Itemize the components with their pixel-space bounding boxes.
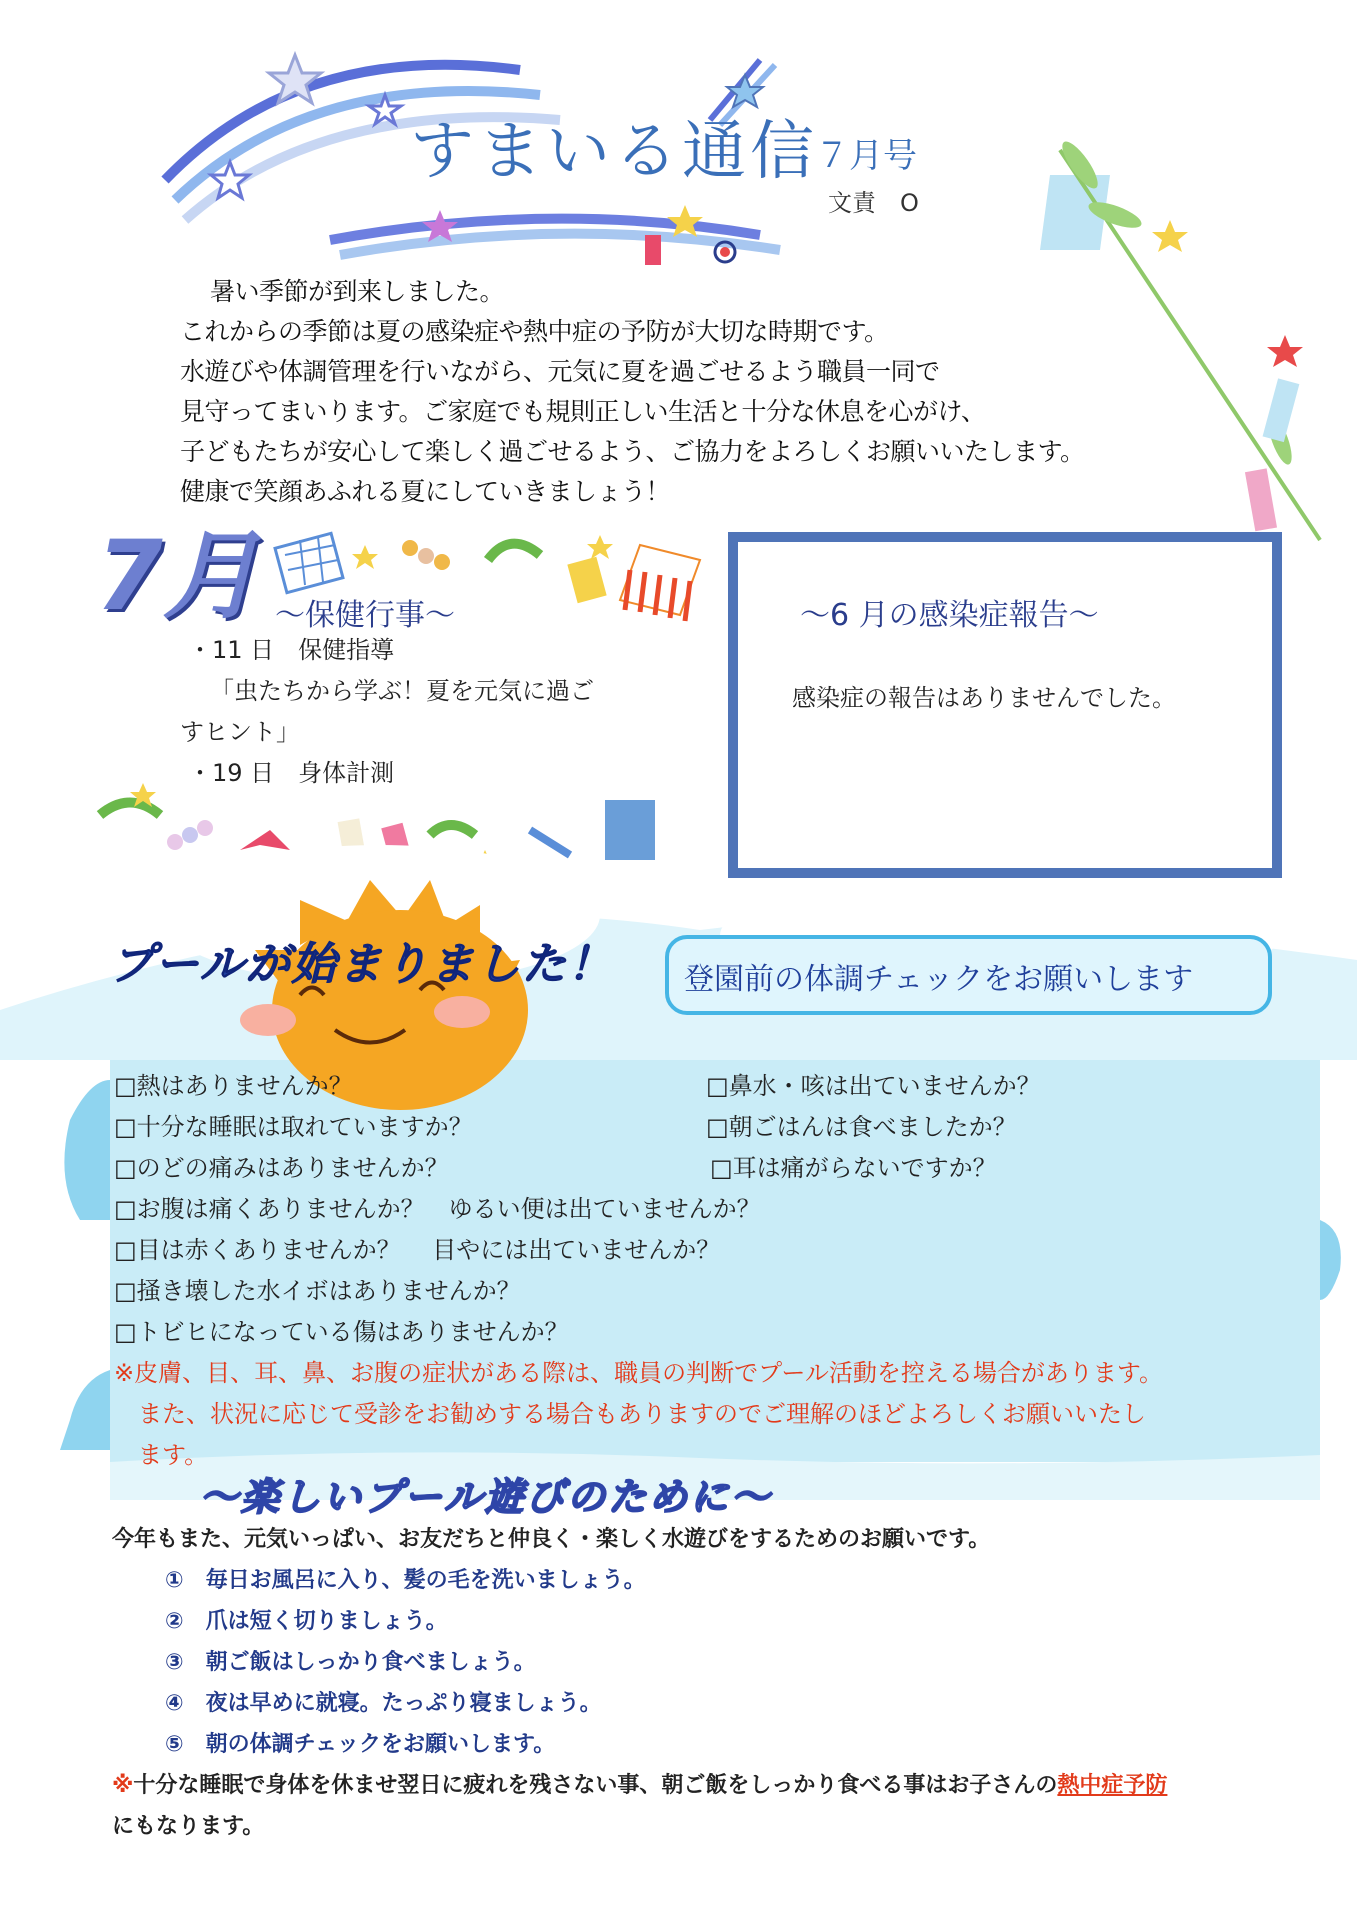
intro-line: 水遊びや体調管理を行いながら、元気に夏を過ごせるよう職員一同で — [180, 357, 940, 386]
pool-warning-line: また、状況に応じて受診をお勧めする場合もありますのでご理解のほどよろしくお願いいたし — [138, 1400, 1146, 1428]
intro-line: 健康で笑顔あふれる夏にしていきましょう！ — [180, 477, 671, 506]
checklist-item: □耳は痛がらないですか？ — [710, 1154, 997, 1182]
intro-line: 子どもたちが安心して楽しく過ごせるよう、ご協力をよろしくお願いいたします。 — [180, 437, 1085, 466]
leaf-decoration — [488, 544, 540, 560]
intro-line: 見守ってまいります。ご家庭でも規則正しい生活と十分な休息を心がけ、 — [180, 397, 986, 426]
list-item: ・19 日 身体計測 — [188, 759, 395, 787]
tanzaku-decoration — [645, 235, 661, 265]
check-title-text: 登園前の体調チェックをお願いします — [684, 962, 1194, 997]
fun-pool-heading: ～楽しいプール遊びのために～ — [200, 1475, 773, 1519]
request-item: ③ 朝ご飯はしっかり食べましょう。 — [165, 1650, 536, 1675]
checklist-item: □トビヒになっている傷はありませんか？ — [114, 1318, 569, 1346]
issue-label: ７月号 — [815, 136, 917, 176]
intro-line: 暑い季節が到来しました。 — [210, 277, 505, 306]
health-events-heading: ～保健行事～ — [275, 598, 455, 633]
request-item: ⑤ 朝の体調チェックをお願いします。 — [165, 1732, 556, 1757]
infection-report-text: 感染症の報告はありませんでした。 — [792, 684, 1176, 712]
checklist-item: □朝ごはんは食べましたか？ — [706, 1113, 1017, 1141]
list-item: ・11 日 保健指導 — [188, 636, 395, 664]
net-decoration — [275, 533, 343, 592]
health-events-list — [180, 630, 640, 794]
checklist-item: □鼻水・咳は出ていませんか？ — [706, 1072, 1041, 1100]
crane-decoration — [240, 830, 290, 850]
infection-report-heading: ～6 月の感染症報告～ — [800, 598, 1099, 633]
intro-line: これからの季節は夏の感染症や熱中症の予防が大切な時期です。 — [180, 317, 889, 346]
fun-pool-intro: 今年もまた、元気いっぱい、お友だちと仲良く・楽しく水遊びをするためのお願いです。 — [112, 1527, 991, 1552]
star-icon — [1152, 220, 1188, 252]
checklist-item: □お腹は痛くありませんか？ ゆるい便は出ていませんか？ — [114, 1195, 761, 1223]
checklist-item: □のどの痛みはありませんか？ — [114, 1154, 449, 1182]
request-item: ④ 夜は早めに就寝。たっぷり寝ましょう。 — [165, 1691, 602, 1716]
pool-warning-line: ます。 — [138, 1441, 209, 1469]
checklist-item: □熱はありませんか？ — [114, 1072, 353, 1100]
yukata-decoration — [605, 800, 655, 860]
list-item: すヒント」 — [180, 718, 300, 746]
star-icon — [667, 205, 703, 237]
heatstroke-highlight: 熱中症予防 — [1057, 1773, 1168, 1798]
note-text: 十分な睡眠で身体を休ませ翌日に疲れを残さない事、朝ご飯をしっかり食べる事はお子さんの — [133, 1773, 1058, 1798]
newsletter-title: すまいる通信 — [410, 115, 818, 189]
author-label: 文責 O — [828, 189, 919, 217]
request-item: ① 毎日お風呂に入り、髪の毛を洗いましょう。 — [165, 1568, 646, 1593]
note-mark: ※ — [112, 1773, 134, 1798]
pool-warning-line: ※皮膚、目、耳、鼻、お腹の症状がある際は、職員の判断でプール活動を控える場合があります。 — [114, 1359, 1163, 1387]
checklist-item: □目は赤くありませんか？ 目やには出ていませんか？ — [114, 1236, 721, 1264]
intro-paragraph — [180, 272, 1310, 512]
pool-heading: プールが始まりました！ — [110, 939, 614, 990]
footer-note — [112, 1768, 1167, 1799]
request-item: ② 爪は短く切りましょう。 — [165, 1609, 448, 1634]
checklist-item: □掻き壊した水イボはありませんか？ — [114, 1277, 521, 1305]
month-badge: 7月 — [96, 520, 259, 632]
list-item: 「虫たちから学ぶ！夏を元気に過ご — [210, 677, 594, 705]
checklist-item: □十分な睡眠は取れていますか？ — [114, 1113, 473, 1141]
footer-note-end: にもなります。 — [112, 1814, 265, 1839]
